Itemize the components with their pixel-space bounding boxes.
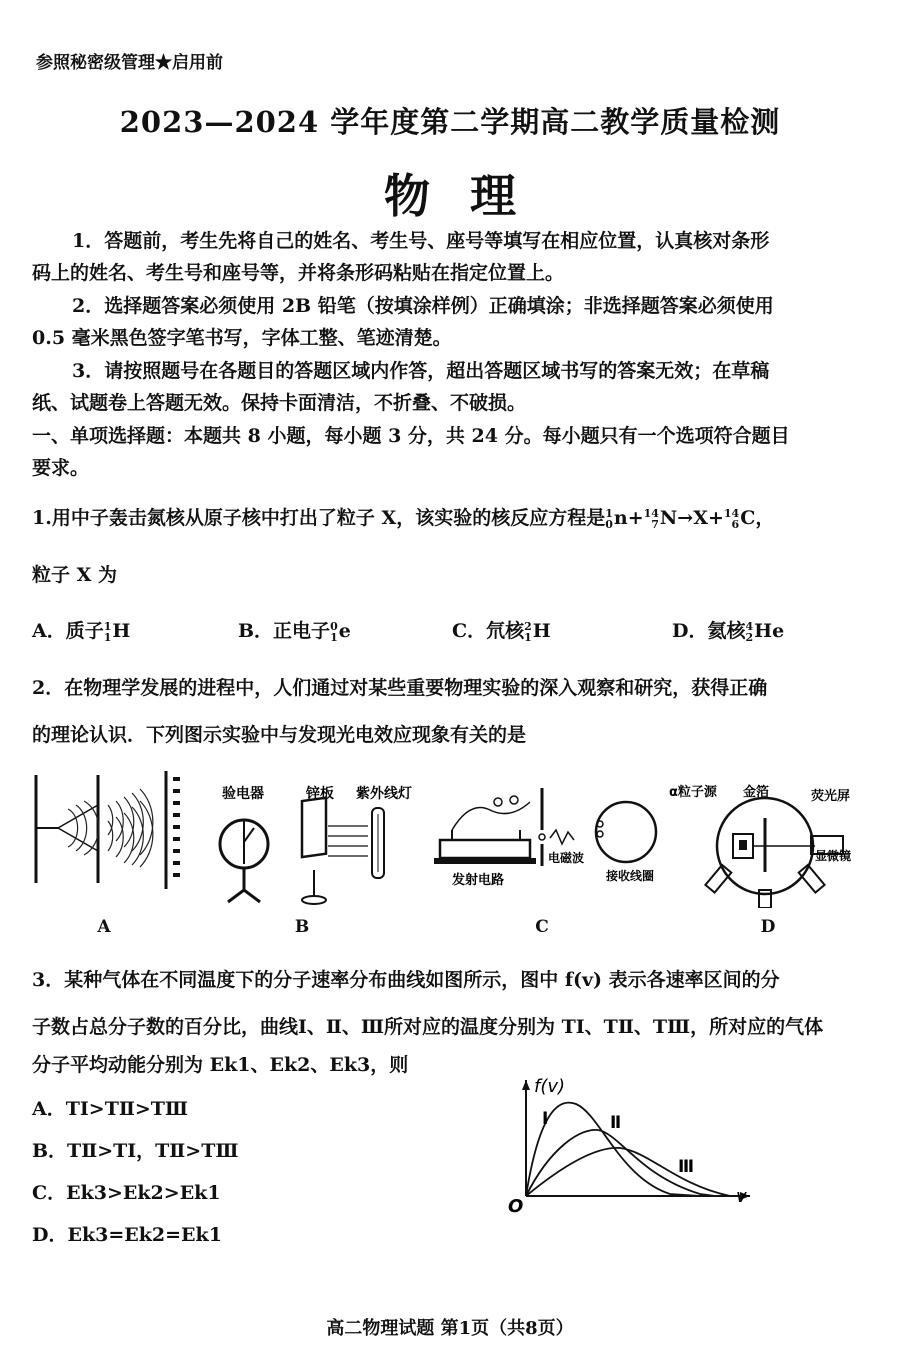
- graph-origin: O: [508, 1196, 524, 1217]
- graph-xlabel: v: [736, 1186, 747, 1207]
- q1-option-c[interactable]: C．氘核 2 1 H: [452, 620, 551, 644]
- receive-label: 接收线圈: [606, 869, 655, 883]
- iso-N: 14 7: [643, 507, 659, 531]
- q3-option-a[interactable]: A．TⅠ>TⅡ>TⅢ: [32, 1098, 189, 1120]
- microscope-label: 显微镜: [815, 849, 852, 863]
- instruction-line: 纸、试题卷上答题无效。保持卡面清洁，不折叠、不破损。: [32, 392, 527, 414]
- q2-stem-cont: 的理论认识．下列图示实验中与发现光电效应现象有关的是: [32, 724, 527, 746]
- q1-stem: [32, 503, 774, 530]
- wave-label: 电磁波: [548, 851, 585, 865]
- instruction-line: 码上的姓名、考生号和座号等，并将条形码粘贴在指定位置上。: [32, 262, 565, 284]
- section-heading: 一、单项选择题：本题共 8 小题，每小题 3 分，共 24 分。每小题只有一个选项符合题目: [32, 425, 790, 447]
- q3-stem-cont2: 分子平均动能分别为 Ek1、Ek2、Ek3，则: [32, 1054, 409, 1076]
- zinc-label: 锌板: [306, 786, 334, 802]
- instruction-line: 1．答题前，考生先将自己的姓名、考生号、座号等填写在相应位置，认真核对条形: [72, 230, 770, 252]
- q1-option-a[interactable]: A．质子 1 1 H: [32, 620, 131, 644]
- subject-title: 物理: [384, 169, 556, 223]
- screen-label: 荧光屏: [811, 789, 851, 804]
- arrow: →: [677, 507, 694, 529]
- q1-option-b[interactable]: B．正电子 0 1 e: [238, 620, 351, 644]
- figure-c-em-wave: [430, 780, 670, 910]
- figure-a-double-slit: [28, 765, 188, 895]
- curve-3-label: Ⅲ: [678, 1157, 695, 1177]
- instruction-line: 2．选择题答案必须使用 2B 铅笔（按填涂样例）正确填涂；非选择题答案必须使用: [72, 295, 774, 317]
- q2-stem: 2．在物理学发展的进程中，人们通过对某些重要物理实验的深入观察和研究，获得正确: [32, 677, 768, 699]
- plus-sign: +: [627, 507, 644, 529]
- secrecy-label: 参照秘密级管理★启用前: [36, 53, 223, 73]
- electroscope-label: 验电器: [222, 786, 264, 802]
- figure-d-rutherford: [665, 778, 885, 908]
- q3-stem-cont: 子数占总分子数的百分比，曲线Ⅰ、Ⅱ、Ⅲ所对应的温度分别为 TⅠ、TⅡ、TⅢ，所对应的气体: [32, 1016, 824, 1038]
- q3-speed-distribution-graph: [500, 1068, 770, 1218]
- figure-b-label: B: [294, 917, 310, 937]
- figure-c-label: C: [535, 917, 549, 937]
- instruction-line: 0.5 毫米黑色签字笔书写，字体工整、笔迹清楚。: [32, 327, 452, 349]
- sym-N: N: [659, 507, 678, 529]
- q1-option-d[interactable]: D．氦核 4 2 He: [672, 620, 785, 644]
- page-footer: 高二物理试题 第1页（共8页）: [326, 1318, 574, 1339]
- sym-C: C: [740, 507, 756, 529]
- q1-stem-cont: 粒子 X 为: [32, 564, 117, 586]
- q3-option-d[interactable]: D．Ek3=Ek2=Ek1: [32, 1224, 222, 1246]
- graph-ylabel: f(v): [534, 1076, 566, 1097]
- iso-C: 14 6: [723, 507, 740, 531]
- curve-2-label: Ⅱ: [610, 1113, 622, 1133]
- uv-label: 紫外线灯: [356, 786, 412, 802]
- source-label: α粒子源: [669, 785, 717, 800]
- figure-b-photoelectric: [210, 780, 430, 910]
- curve-1-label: Ⅰ: [542, 1109, 549, 1129]
- instruction-line: 3．请按照题号在各题目的答题区域内作答，超出答题区域书写的答案无效；在草稿: [72, 360, 770, 382]
- exam-title: 2023—2024 学年度第二学期高二教学质量检测: [119, 105, 781, 139]
- figure-a-label: A: [97, 917, 111, 937]
- sym-X: X: [693, 507, 708, 529]
- plus-sign: +: [707, 507, 724, 529]
- q3-stem: 3．某种气体在不同温度下的分子速率分布曲线如图所示，图中 f(v) 表示各速率区间的分: [32, 969, 780, 991]
- q3-option-c[interactable]: C．Ek3>Ek2>Ek1: [32, 1182, 221, 1204]
- q3-option-b[interactable]: B．TⅡ>TⅠ，TⅡ>TⅢ: [32, 1140, 239, 1162]
- foil-label: 金箔: [743, 785, 770, 800]
- comma: ，: [755, 507, 775, 529]
- transmit-label: 发射电路: [452, 873, 505, 888]
- sym-n: n: [613, 507, 628, 529]
- section-heading-cont: 要求。: [32, 457, 90, 479]
- q1-text: 1.用中子轰击氮核从原子核中打出了粒子 X，该实验的核反应方程是: [32, 507, 606, 529]
- figure-d-label: D: [760, 917, 776, 937]
- iso-n: 1 0: [605, 507, 613, 531]
